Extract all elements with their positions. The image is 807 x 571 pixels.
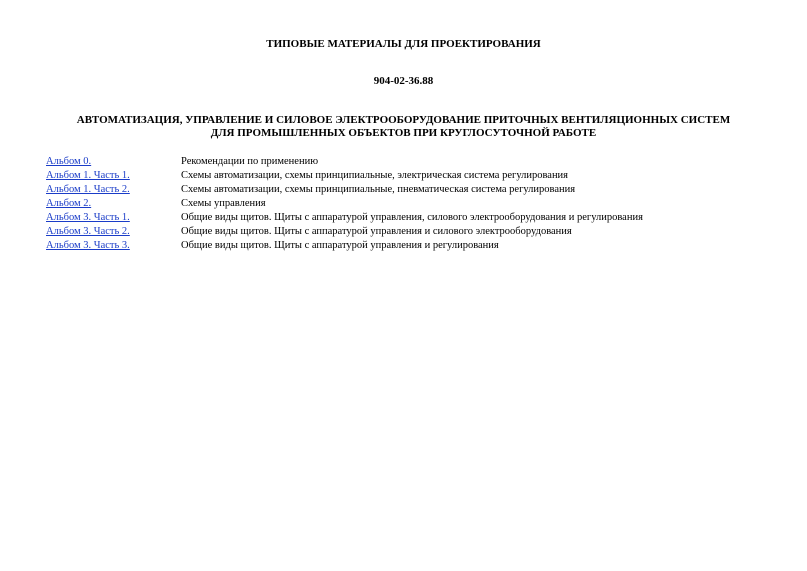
album-row xyxy=(46,169,786,183)
album-row xyxy=(46,239,786,253)
album-row xyxy=(46,197,786,211)
document-title-line-1: АВТОМАТИЗАЦИЯ, УПРАВЛЕНИЕ И СИЛОВОЕ ЭЛЕКТРООБОРУДОВАНИЕ ПРИТОЧНЫХ ВЕНТИЛЯЦИОННЫХ СИСТЕМ xyxy=(76,114,731,126)
album-link-2[interactable]: Альбом 2. xyxy=(46,198,92,209)
album-link-1-part-1[interactable]: Альбом 1. Часть 1. xyxy=(46,170,130,181)
album-link-1-part-2[interactable]: Альбом 1. Часть 2. xyxy=(46,184,130,195)
album-link-3-part-2[interactable]: Альбом 3. Часть 2. xyxy=(46,226,130,237)
album-link-3-part-1[interactable]: Альбом 3. Часть 1. xyxy=(46,212,130,223)
album-description: Рекомендации по применению xyxy=(181,156,319,167)
album-description: Схемы автоматизации, схемы принципиальные, электрическая система регулирования xyxy=(181,170,569,181)
document-title-line-2: ДЛЯ ПРОМЫШЛЕННЫХ ОБЪЕКТОВ ПРИ КРУГЛОСУТОЧНОЙ РАБОТЕ xyxy=(210,127,597,139)
album-description: Схемы управления xyxy=(181,198,266,209)
album-link-0[interactable]: Альбом 0. xyxy=(46,156,92,167)
series-title: ТИПОВЫЕ МАТЕРИАЛЫ ДЛЯ ПРОЕКТИРОВАНИЯ xyxy=(266,38,541,50)
album-description: Общие виды щитов. Щиты с аппаратурой управления и регулирования xyxy=(181,240,499,251)
album-row xyxy=(46,211,786,225)
document-code: 904-02-36.88 xyxy=(373,75,434,87)
album-description: Схемы автоматизации, схемы принципиальные, пневматическая система регулирования xyxy=(181,184,576,195)
album-link-3-part-3[interactable]: Альбом 3. Часть 3. xyxy=(46,240,130,251)
album-description: Общие виды щитов. Щиты с аппаратурой управления и силового электрооборудования xyxy=(181,226,572,237)
album-row xyxy=(46,225,786,239)
album-row xyxy=(46,183,786,197)
album-row xyxy=(46,155,786,169)
album-description: Общие виды щитов. Щиты с аппаратурой управления, силового электрооборудования и регулирования xyxy=(181,212,643,223)
album-list xyxy=(46,155,786,253)
document-title xyxy=(0,114,807,140)
